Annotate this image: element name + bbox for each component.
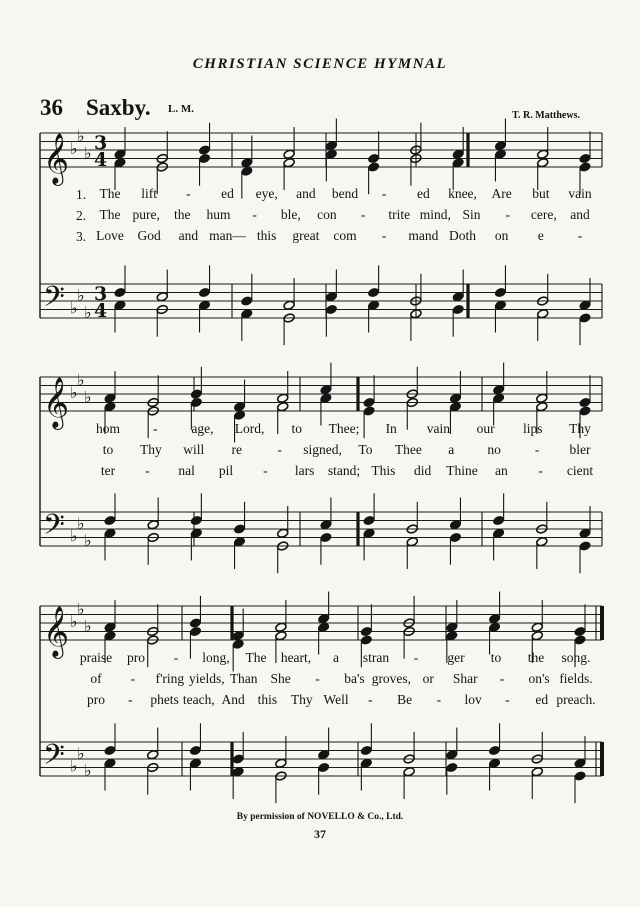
lyric-syllable: Shar bbox=[452, 671, 478, 686]
note-head bbox=[406, 537, 418, 547]
lyric-syllable: Lord, bbox=[234, 421, 265, 436]
lyric-syllable: vain bbox=[426, 421, 451, 436]
note-head bbox=[368, 153, 380, 163]
lyric-syllable: - bbox=[315, 671, 320, 686]
lyric-syllable: - bbox=[145, 463, 150, 478]
note-head bbox=[104, 758, 116, 768]
note-head bbox=[488, 614, 500, 624]
time-signature-bottom: 4 bbox=[94, 300, 108, 322]
flat-icon: ♭ bbox=[70, 139, 78, 158]
note-head bbox=[189, 745, 201, 755]
note-head bbox=[320, 532, 332, 542]
lyric-syllable: - bbox=[534, 442, 540, 457]
lyric-syllable: age, bbox=[191, 421, 214, 436]
note-head bbox=[488, 622, 500, 632]
note-head bbox=[318, 750, 330, 760]
lyric-syllable: - bbox=[252, 207, 257, 222]
lyric-syllable: stran bbox=[362, 650, 390, 665]
lyric-syllable: Thy bbox=[569, 421, 591, 436]
verse-number: 1. bbox=[76, 187, 87, 202]
note-head bbox=[325, 292, 337, 302]
note-head bbox=[446, 622, 458, 632]
note-head bbox=[104, 745, 116, 755]
note-head bbox=[452, 149, 464, 159]
lyric-syllable: And bbox=[221, 692, 245, 707]
note-head bbox=[494, 287, 506, 297]
lyric-syllable: our bbox=[476, 421, 495, 436]
lyric-syllable: ba's bbox=[344, 671, 365, 686]
lyric-syllable: to bbox=[102, 442, 114, 457]
lyric-syllable: and bbox=[178, 228, 199, 243]
note-head bbox=[320, 385, 332, 395]
lyric-syllable: great bbox=[292, 228, 320, 243]
lyric-syllable: this bbox=[257, 692, 278, 707]
note-head bbox=[449, 393, 461, 403]
flat-icon: ♭ bbox=[70, 298, 78, 318]
note-head bbox=[114, 149, 126, 159]
bass-clef-icon: 𝄢 bbox=[43, 280, 65, 321]
lyric-syllable: ter bbox=[100, 463, 116, 478]
composer-credit: T. R. Matthews. bbox=[512, 110, 580, 121]
running-head: CHRISTIAN SCIENCE HYMNAL bbox=[192, 56, 448, 72]
note-head bbox=[198, 145, 210, 155]
note-head bbox=[363, 406, 375, 416]
note-head bbox=[493, 385, 505, 395]
lyric-syllable: Are bbox=[491, 186, 512, 201]
lyric-syllable: and bbox=[296, 186, 316, 201]
lyric-syllable: ger bbox=[447, 650, 465, 665]
note-head bbox=[189, 618, 201, 628]
time-signature-bottom: 4 bbox=[94, 149, 108, 171]
note-head bbox=[363, 397, 375, 407]
lyric-syllable: e bbox=[537, 228, 544, 243]
lyric-syllable: trite bbox=[388, 207, 411, 222]
lyric-syllable: eye, bbox=[255, 186, 278, 201]
lyric-syllable: f'ring bbox=[155, 671, 185, 686]
note-head bbox=[275, 758, 287, 768]
note-head bbox=[241, 296, 253, 306]
note-head bbox=[531, 767, 543, 777]
note-head bbox=[403, 767, 415, 777]
lyric-syllable: Thy bbox=[140, 442, 162, 457]
lyric-syllable: nal bbox=[178, 463, 195, 478]
note-head bbox=[147, 520, 159, 530]
treble-clef-icon: 𝄞 bbox=[43, 133, 70, 184]
note-head bbox=[198, 153, 210, 163]
note-head bbox=[531, 631, 543, 641]
note-head bbox=[241, 309, 253, 319]
lyric-syllable: Thine bbox=[446, 463, 478, 478]
note-head bbox=[368, 287, 380, 297]
note-head bbox=[277, 528, 289, 538]
hymn-number: 36 bbox=[40, 95, 63, 120]
permission-notice: By permission of NOVELLO & Co., Ltd. bbox=[236, 812, 404, 822]
lyric-syllable: yields, bbox=[188, 671, 225, 686]
lyric-syllable: - bbox=[499, 671, 505, 686]
lyric-syllable: Well bbox=[323, 692, 349, 707]
flat-icon: ♭ bbox=[84, 760, 92, 780]
note-head bbox=[104, 515, 116, 525]
note-head bbox=[363, 515, 375, 525]
flat-icon: ♭ bbox=[77, 513, 85, 533]
meter-label: L. M. bbox=[168, 103, 194, 115]
note-head bbox=[446, 631, 458, 641]
note-head bbox=[233, 410, 245, 420]
lyric-syllable: cere, bbox=[530, 207, 557, 222]
note-head bbox=[574, 635, 586, 645]
lyric-syllable: - bbox=[381, 186, 387, 201]
lyric-syllable: fields. bbox=[559, 671, 593, 686]
lyric-syllable: and bbox=[570, 207, 590, 222]
flat-icon: ♭ bbox=[77, 285, 85, 305]
note-head bbox=[190, 528, 202, 538]
lyric-syllable: ble, bbox=[280, 207, 301, 222]
note-head bbox=[537, 158, 549, 168]
note-head bbox=[494, 149, 506, 159]
note-head bbox=[104, 622, 116, 632]
lyric-syllable: - bbox=[186, 186, 191, 201]
lyric-syllable: or bbox=[422, 671, 434, 686]
lyric-syllable: vain bbox=[568, 186, 592, 201]
lyric-syllable: com bbox=[333, 228, 357, 243]
lyric-syllable: on bbox=[494, 228, 509, 243]
lyric-syllable: - bbox=[577, 228, 583, 243]
lyric-syllable: heart, bbox=[280, 650, 312, 665]
flat-icon: ♭ bbox=[84, 143, 92, 163]
lyric-syllable: man— bbox=[209, 228, 246, 243]
note-head bbox=[360, 758, 372, 768]
lyric-syllable: hom bbox=[95, 421, 121, 436]
lyric-syllable: - bbox=[173, 650, 179, 665]
note-head bbox=[156, 292, 168, 302]
note-head bbox=[536, 402, 548, 412]
lyric-syllable: God bbox=[137, 228, 161, 243]
lyric-syllable: - bbox=[152, 421, 158, 436]
lyric-syllable: - bbox=[505, 207, 510, 222]
note-head bbox=[320, 393, 332, 403]
flat-icon: ♭ bbox=[77, 743, 85, 763]
note-head bbox=[449, 520, 461, 530]
note-head bbox=[277, 402, 289, 412]
note-head bbox=[579, 406, 591, 416]
lyric-syllable: re bbox=[231, 442, 242, 457]
note-head bbox=[536, 537, 548, 547]
note-head bbox=[452, 304, 464, 314]
note-head bbox=[233, 537, 245, 547]
bass-clef-icon: 𝄢 bbox=[43, 738, 65, 779]
note-head bbox=[283, 149, 295, 159]
lyric-syllable: This bbox=[371, 463, 396, 478]
lyric-syllable: - bbox=[360, 207, 366, 222]
lyric-syllable: con bbox=[317, 207, 337, 222]
lyric-syllable: no bbox=[487, 442, 501, 457]
note-head bbox=[114, 158, 126, 168]
note-head bbox=[325, 149, 337, 159]
lyric-syllable: ed bbox=[221, 186, 234, 201]
note-head bbox=[446, 750, 458, 760]
lyric-syllable: will bbox=[183, 442, 205, 457]
treble-clef-icon: 𝄞 bbox=[43, 377, 70, 428]
lyric-syllable: bend bbox=[331, 186, 359, 201]
note-head bbox=[446, 762, 458, 772]
note-head bbox=[325, 304, 337, 314]
note-head bbox=[579, 541, 591, 551]
lyric-syllable: to bbox=[490, 650, 502, 665]
note-head bbox=[189, 626, 201, 636]
note-head bbox=[360, 626, 372, 636]
note-head bbox=[493, 528, 505, 538]
note-head bbox=[233, 402, 245, 412]
lyric-syllable: - bbox=[413, 650, 419, 665]
note-head bbox=[190, 515, 202, 525]
lyric-syllable: lips bbox=[523, 421, 543, 436]
note-head bbox=[579, 313, 591, 323]
lyric-syllable: pro bbox=[127, 650, 145, 665]
note-head bbox=[232, 754, 244, 764]
flat-icon: ♭ bbox=[84, 302, 92, 322]
flat-icon: ♭ bbox=[84, 387, 92, 407]
lyric-syllable: an bbox=[494, 463, 508, 478]
verse-number: 3. bbox=[76, 229, 87, 244]
note-head bbox=[579, 397, 591, 407]
lyric-syllable: praise bbox=[79, 650, 113, 665]
lyric-syllable: signed, bbox=[303, 442, 342, 457]
note-head bbox=[536, 393, 548, 403]
note-head bbox=[114, 300, 126, 310]
treble-clef-icon: 𝄞 bbox=[43, 606, 70, 657]
lyric-syllable: Love bbox=[96, 228, 124, 243]
lyric-syllable: The bbox=[99, 186, 121, 201]
lyric-syllable: this bbox=[256, 228, 277, 243]
note-head bbox=[494, 300, 506, 310]
note-head bbox=[147, 750, 159, 760]
lyric-syllable: the bbox=[527, 650, 545, 665]
note-head bbox=[493, 515, 505, 525]
lyric-syllable: Thy bbox=[290, 692, 313, 707]
lyric-syllable: ed bbox=[535, 692, 549, 707]
flat-icon: ♭ bbox=[77, 370, 85, 390]
lyric-syllable: - bbox=[128, 692, 133, 707]
lyric-syllable: preach. bbox=[556, 692, 596, 707]
lyric-syllable: did bbox=[414, 463, 432, 478]
lyric-syllable: She bbox=[270, 671, 291, 686]
lyric-syllable: lars bbox=[294, 463, 315, 478]
note-head bbox=[579, 153, 591, 163]
lyric-syllable: song. bbox=[561, 650, 591, 665]
lyric-syllable: long, bbox=[202, 650, 230, 665]
note-head bbox=[232, 767, 244, 777]
note-head bbox=[579, 300, 591, 310]
flat-icon: ♭ bbox=[77, 599, 85, 619]
note-head bbox=[531, 622, 543, 632]
lyric-syllable: cient bbox=[566, 463, 594, 478]
note-head bbox=[232, 631, 244, 641]
note-head bbox=[190, 397, 202, 407]
lyric-syllable: the bbox=[174, 207, 191, 222]
lyric-syllable: - bbox=[436, 692, 442, 707]
lyric-syllable: ed bbox=[416, 186, 430, 201]
note-head bbox=[452, 158, 464, 168]
lyric-syllable: The bbox=[245, 650, 267, 665]
tune-name: Saxby. bbox=[86, 95, 151, 120]
lyric-syllable: mand bbox=[408, 228, 439, 243]
note-head bbox=[574, 771, 586, 781]
lyric-syllable: bler bbox=[569, 442, 591, 457]
lyric-syllable: stand; bbox=[327, 463, 361, 478]
note-head bbox=[579, 528, 591, 538]
note-head bbox=[449, 402, 461, 412]
lyric-syllable: lov bbox=[464, 692, 482, 707]
note-head bbox=[574, 758, 586, 768]
note-head bbox=[494, 141, 506, 151]
lyric-syllable: Thee bbox=[394, 442, 422, 457]
note-head bbox=[189, 758, 201, 768]
note-head bbox=[283, 300, 295, 310]
note-head bbox=[232, 639, 244, 649]
time-signature-top: 3 bbox=[94, 283, 108, 305]
lyric-syllable: - bbox=[263, 463, 268, 478]
note-head bbox=[104, 631, 116, 641]
lyric-syllable: Than bbox=[229, 671, 258, 686]
note-head bbox=[363, 528, 375, 538]
note-head bbox=[488, 758, 500, 768]
lyric-syllable: pure, bbox=[132, 207, 160, 222]
lyric-syllable: to bbox=[291, 421, 303, 436]
note-head bbox=[320, 520, 332, 530]
note-head bbox=[360, 745, 372, 755]
lyric-syllable: of bbox=[90, 671, 102, 686]
note-head bbox=[360, 635, 372, 645]
note-head bbox=[452, 292, 464, 302]
lyric-syllable: - bbox=[538, 463, 543, 478]
lyric-syllable: Doth bbox=[449, 228, 476, 243]
lyric-syllable: but bbox=[532, 186, 550, 201]
note-head bbox=[488, 745, 500, 755]
note-head bbox=[325, 141, 337, 151]
note-head bbox=[198, 300, 210, 310]
note-head bbox=[318, 614, 330, 624]
lyric-syllable: a bbox=[333, 650, 339, 665]
note-head bbox=[537, 309, 549, 319]
page-number: 37 bbox=[314, 827, 326, 841]
lyric-syllable: - bbox=[277, 442, 282, 457]
lyric-syllable: Sin bbox=[462, 207, 481, 222]
note-head bbox=[277, 393, 289, 403]
lyric-syllable: - bbox=[368, 692, 373, 707]
lyric-syllable: lift bbox=[141, 186, 158, 201]
note-head bbox=[104, 402, 116, 412]
flat-icon: ♭ bbox=[70, 612, 78, 631]
lyric-syllable: Thee; bbox=[328, 421, 360, 436]
lyric-syllable: In bbox=[385, 421, 397, 436]
note-head bbox=[283, 158, 295, 168]
lyric-syllable: groves, bbox=[371, 671, 412, 686]
note-head bbox=[275, 631, 287, 641]
note-head bbox=[368, 300, 380, 310]
lyric-syllable: pro bbox=[87, 692, 105, 707]
note-head bbox=[449, 532, 461, 542]
note-head bbox=[198, 287, 210, 297]
lyric-syllable: - bbox=[505, 692, 510, 707]
note-head bbox=[579, 162, 591, 172]
lyric-syllable: The bbox=[99, 207, 121, 222]
lyric-syllable: on's bbox=[528, 671, 550, 686]
note-head bbox=[190, 389, 202, 399]
note-head bbox=[233, 524, 245, 534]
lyric-syllable: teach, bbox=[182, 692, 215, 707]
note-head bbox=[275, 622, 287, 632]
note-head bbox=[574, 626, 586, 636]
lyric-syllable: Be bbox=[397, 692, 413, 707]
lyric-syllable: pil bbox=[218, 463, 234, 478]
verse-number: 2. bbox=[76, 208, 87, 223]
flat-icon: ♭ bbox=[70, 756, 78, 776]
lyric-syllable: - bbox=[130, 671, 136, 686]
note-head bbox=[493, 393, 505, 403]
note-head bbox=[104, 528, 116, 538]
note-head bbox=[241, 158, 253, 168]
lyric-syllable: To bbox=[358, 442, 373, 457]
flat-icon: ♭ bbox=[70, 383, 78, 402]
lyric-syllable: phets bbox=[150, 692, 179, 707]
note-head bbox=[368, 162, 380, 172]
time-signature-top: 3 bbox=[94, 132, 108, 154]
note-head bbox=[104, 393, 116, 403]
lyric-syllable: knee, bbox=[448, 186, 477, 201]
lyric-syllable: a bbox=[448, 442, 455, 457]
note-head bbox=[537, 149, 549, 159]
flat-icon: ♭ bbox=[84, 616, 92, 636]
lyric-syllable: mind, bbox=[419, 207, 451, 222]
lyric-syllable: - bbox=[381, 228, 387, 243]
lyric-syllable: hum bbox=[206, 207, 231, 222]
bass-clef-icon: 𝄢 bbox=[43, 508, 65, 549]
note-head bbox=[318, 762, 330, 772]
flat-icon: ♭ bbox=[84, 530, 92, 550]
flat-icon: ♭ bbox=[77, 126, 85, 146]
note-head bbox=[241, 166, 253, 176]
note-head bbox=[318, 622, 330, 632]
flat-icon: ♭ bbox=[70, 526, 78, 546]
note-head bbox=[114, 287, 126, 297]
